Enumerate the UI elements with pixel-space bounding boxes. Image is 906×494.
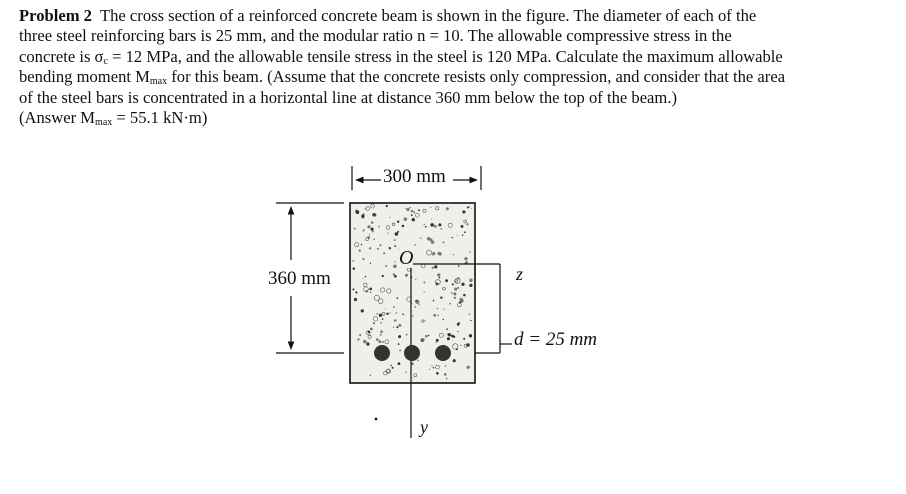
aggregate-speck xyxy=(451,292,452,293)
y-axis-label: y xyxy=(420,417,428,437)
aggregate-speck xyxy=(443,319,444,320)
aggregate-speck xyxy=(436,372,439,375)
aggregate-speck xyxy=(394,245,396,247)
aggregate-speck xyxy=(389,247,391,249)
aggregate-speck xyxy=(470,320,471,321)
aggregate-speck xyxy=(367,236,370,239)
aggregate-speck xyxy=(354,228,356,230)
problem-text-4a: bending moment M xyxy=(19,67,150,87)
aggregate-speck xyxy=(393,265,397,269)
aggregate-speck xyxy=(431,240,435,244)
mmax-subscript: max xyxy=(149,76,168,88)
aggregate-speck xyxy=(372,231,373,232)
aggregate-speck xyxy=(377,313,378,314)
aggregate-speck xyxy=(457,323,460,326)
aggregate-speck xyxy=(370,328,373,331)
aggregate-speck xyxy=(420,238,421,239)
aggregate-speck xyxy=(352,288,354,290)
aggregate-speck xyxy=(412,218,415,221)
aggregate-speck xyxy=(437,308,438,309)
aggregate-speck xyxy=(457,235,458,236)
aggregate-speck xyxy=(427,237,431,241)
aggregate-speck xyxy=(457,287,459,289)
aggregate-speck xyxy=(463,294,466,297)
problem-text-3b: = 12 MPa, and the allowable tensile stress in the steel is 120 MPa. Calculate the maximum allowable xyxy=(107,46,783,66)
aggregate-speck xyxy=(386,205,388,207)
aggregate-speck xyxy=(451,335,454,338)
aggregate-speck xyxy=(398,324,401,327)
aggregate-speck xyxy=(453,254,454,255)
aggregate-speck xyxy=(461,283,464,286)
aggregate-speck xyxy=(454,297,456,299)
aggregate-speck xyxy=(410,207,411,208)
aggregate-speck xyxy=(362,258,364,260)
aggregate-speck xyxy=(370,263,371,264)
aggregate-speck xyxy=(457,331,458,332)
origin-label: O xyxy=(399,247,414,269)
aggregate-speck xyxy=(359,250,361,252)
aggregate-speck xyxy=(443,241,445,243)
aggregate-speck xyxy=(469,284,472,287)
aggregate-speck xyxy=(461,225,464,228)
aggregate-speck xyxy=(405,372,407,374)
aggregate-speck xyxy=(354,298,357,301)
aggregate-speck xyxy=(464,257,467,260)
aggregate-speck xyxy=(389,313,390,314)
aggregate-speck xyxy=(422,338,425,341)
aggregate-speck xyxy=(452,283,454,285)
aggregate-speck xyxy=(438,252,442,256)
aggregate-speck xyxy=(378,340,381,343)
aggregate-speck xyxy=(379,314,382,317)
aggregate-speck xyxy=(446,328,448,330)
aggregate-speck xyxy=(390,365,392,367)
aggregate-speck xyxy=(378,226,380,228)
aggregate-speck xyxy=(447,337,450,340)
aggregate-speck xyxy=(469,279,472,282)
problem-line-5: of the steel bars is concentrated in a horizontal line at distance 360 mm below the top of the beam.) xyxy=(19,87,678,107)
aggregate-speck xyxy=(392,367,394,369)
aggregate-speck xyxy=(446,378,447,379)
aggregate-speck xyxy=(437,315,439,317)
aggregate-speck xyxy=(424,291,425,292)
aggregate-speck xyxy=(415,279,416,280)
aggregate-speck xyxy=(417,360,419,362)
problem-text-1: The cross section of a reinforced concrete beam is shown in the figure. The diameter of each of the xyxy=(99,6,757,25)
aggregate-speck xyxy=(433,314,436,317)
aggregate-speck xyxy=(430,207,431,208)
problem-text-4b: for this beam. (Assume that the concrete resists only compression, and consider that the area xyxy=(167,67,786,87)
small-dot-mark xyxy=(375,418,378,421)
aggregate-speck xyxy=(433,367,434,368)
aggregate-speck xyxy=(444,309,445,310)
aggregate-speck xyxy=(377,248,379,250)
aggregate-speck xyxy=(459,301,461,303)
aggregate-speck xyxy=(373,322,375,324)
aggregate-speck xyxy=(464,231,466,233)
aggregate-speck xyxy=(367,225,370,228)
aggregate-speck xyxy=(453,292,456,295)
aggregate-speck xyxy=(369,288,372,291)
aggregate-speck xyxy=(467,206,469,208)
aggregate-speck xyxy=(431,218,432,219)
aggregate-speck xyxy=(361,309,364,312)
aggregate-speck xyxy=(463,338,465,340)
aggregate-speck xyxy=(453,359,456,362)
answer-subscript: max xyxy=(95,117,113,129)
aggregate-speck xyxy=(398,362,401,365)
aggregate-speck xyxy=(397,221,399,223)
aggregate-speck xyxy=(395,232,399,236)
aggregate-speck xyxy=(469,334,472,337)
aggregate-speck xyxy=(419,304,420,305)
aggregate-speck xyxy=(363,278,364,279)
aggregate-speck xyxy=(365,290,368,293)
aggregate-speck xyxy=(418,209,420,211)
aggregate-speck xyxy=(444,373,447,376)
aggregate-speck xyxy=(396,297,398,299)
aggregate-speck xyxy=(380,334,382,336)
z-axis-label: z xyxy=(516,264,524,284)
aggregate-speck xyxy=(424,224,425,225)
answer-text-a: (Answer M xyxy=(19,108,96,128)
aggregate-speck xyxy=(439,277,441,279)
aggregate-speck xyxy=(460,298,463,301)
aggregate-speck xyxy=(412,315,413,316)
aggregate-speck xyxy=(385,308,386,309)
aggregate-speck xyxy=(447,333,448,334)
bar-diameter-text: d = 25 mm xyxy=(514,329,598,350)
aggregate-speck xyxy=(432,252,435,255)
aggregate-speck xyxy=(361,244,362,245)
aggregate-speck xyxy=(449,303,451,305)
aggregate-speck xyxy=(425,226,427,228)
aggregate-speck xyxy=(370,291,372,293)
aggregate-speck xyxy=(458,265,460,267)
aggregate-speck xyxy=(380,330,383,333)
depth-dimension-label: 360 mm xyxy=(268,268,331,289)
width-dimension-label: 300 mm xyxy=(383,166,446,187)
aggregate-speck xyxy=(415,306,416,307)
aggregate-speck xyxy=(371,221,374,224)
aggregate-speck xyxy=(431,365,432,366)
aggregate-speck xyxy=(413,211,415,213)
aggregate-speck xyxy=(440,297,442,299)
aggregate-speck xyxy=(405,208,406,209)
aggregate-speck xyxy=(361,215,364,218)
aggregate-speck xyxy=(371,228,374,231)
aggregate-speck xyxy=(364,229,365,230)
aggregate-speck xyxy=(382,318,384,320)
aggregate-speck xyxy=(438,223,441,226)
aggregate-speck xyxy=(356,210,360,214)
answer-text-b: = 55.1 kN·m) xyxy=(112,108,208,128)
aggregate-speck xyxy=(416,301,419,304)
aggregate-speck xyxy=(383,252,385,254)
aggregate-speck xyxy=(369,234,370,235)
aggregate-speck xyxy=(434,265,437,268)
aggregate-speck xyxy=(389,217,390,218)
aggregate-speck xyxy=(368,331,371,334)
sigma-subscript: c xyxy=(103,55,108,67)
aggregate-speck xyxy=(425,320,426,321)
aggregate-speck xyxy=(448,333,451,336)
aggregate-speck xyxy=(362,230,364,232)
aggregate-speck xyxy=(382,341,384,343)
aggregate-speck xyxy=(394,319,397,322)
aggregate-speck xyxy=(469,313,471,315)
problem-text-3a: concrete is σ xyxy=(19,46,104,66)
aggregate-speck xyxy=(370,375,371,376)
aggregate-speck xyxy=(445,279,448,282)
aggregate-speck xyxy=(414,244,415,245)
steel-bar-middle xyxy=(404,345,420,361)
problem-line-2: three steel reinforcing bars is 25 mm, and the modular ratio n = 10. The allowable compressive stress in the xyxy=(19,26,732,46)
aggregate-speck xyxy=(398,335,401,338)
aggregate-speck xyxy=(470,252,471,253)
aggregate-speck xyxy=(380,322,381,323)
aggregate-speck xyxy=(445,365,446,366)
aggregate-speck xyxy=(387,232,388,233)
aggregate-speck xyxy=(396,326,398,328)
aggregate-speck xyxy=(446,207,449,210)
aggregate-speck xyxy=(399,350,400,351)
aggregate-speck xyxy=(405,274,408,277)
aggregate-speck xyxy=(406,208,409,211)
aggregate-speck xyxy=(373,238,375,240)
bar-diameter-label xyxy=(514,329,597,351)
aggregate-speck xyxy=(441,228,443,230)
aggregate-speck xyxy=(433,300,435,302)
aggregate-speck xyxy=(454,288,457,291)
aggregate-speck xyxy=(413,377,414,378)
steel-bar-left xyxy=(374,345,390,361)
aggregate-speck xyxy=(352,260,354,262)
aggregate-speck xyxy=(379,244,381,246)
aggregate-speck xyxy=(394,239,396,241)
aggregate-speck xyxy=(393,327,394,328)
aggregate-speck xyxy=(436,341,438,343)
aggregate-speck xyxy=(460,345,461,346)
aggregate-speck xyxy=(396,312,397,313)
aggregate-speck xyxy=(393,306,395,308)
aggregate-speck xyxy=(437,273,440,276)
aggregate-speck xyxy=(363,340,366,343)
aggregate-speck xyxy=(411,214,413,216)
aggregate-speck xyxy=(398,343,400,345)
aggregate-speck xyxy=(394,261,395,262)
aggregate-speck xyxy=(402,313,404,315)
aggregate-speck xyxy=(428,335,429,336)
aggregate-speck xyxy=(471,208,472,209)
aggregate-speck xyxy=(393,273,395,275)
aggregate-speck xyxy=(466,343,469,346)
aggregate-speck xyxy=(452,237,453,238)
aggregate-speck xyxy=(369,247,371,249)
problem-label: Problem 2 xyxy=(19,6,92,25)
aggregate-speck xyxy=(402,225,405,228)
aggregate-speck xyxy=(466,223,468,225)
aggregate-speck xyxy=(462,234,463,235)
aggregate-speck xyxy=(462,210,465,213)
aggregate-speck xyxy=(469,206,470,207)
aggregate-speck xyxy=(366,342,369,345)
aggregate-speck xyxy=(365,276,367,278)
aggregate-speck xyxy=(355,291,357,293)
aggregate-speck xyxy=(423,282,425,284)
aggregate-speck xyxy=(382,275,384,277)
aggregate-speck xyxy=(406,334,408,336)
steel-bar-right xyxy=(435,345,451,361)
aggregate-speck xyxy=(359,334,361,336)
aggregate-speck xyxy=(404,217,408,221)
aggregate-speck xyxy=(429,369,430,370)
aggregate-speck xyxy=(411,210,413,212)
aggregate-speck xyxy=(432,267,434,269)
aggregate-speck xyxy=(467,366,470,369)
aggregate-speck xyxy=(434,225,437,228)
aggregate-speck xyxy=(357,338,359,340)
aggregate-speck xyxy=(386,313,388,315)
aggregate-speck xyxy=(353,267,356,270)
aggregate-speck xyxy=(436,339,439,342)
aggregate-speck xyxy=(430,223,434,227)
aggregate-speck xyxy=(376,338,379,341)
aggregate-speck xyxy=(365,208,366,209)
aggregate-speck xyxy=(385,265,387,267)
aggregate-speck xyxy=(425,335,428,338)
